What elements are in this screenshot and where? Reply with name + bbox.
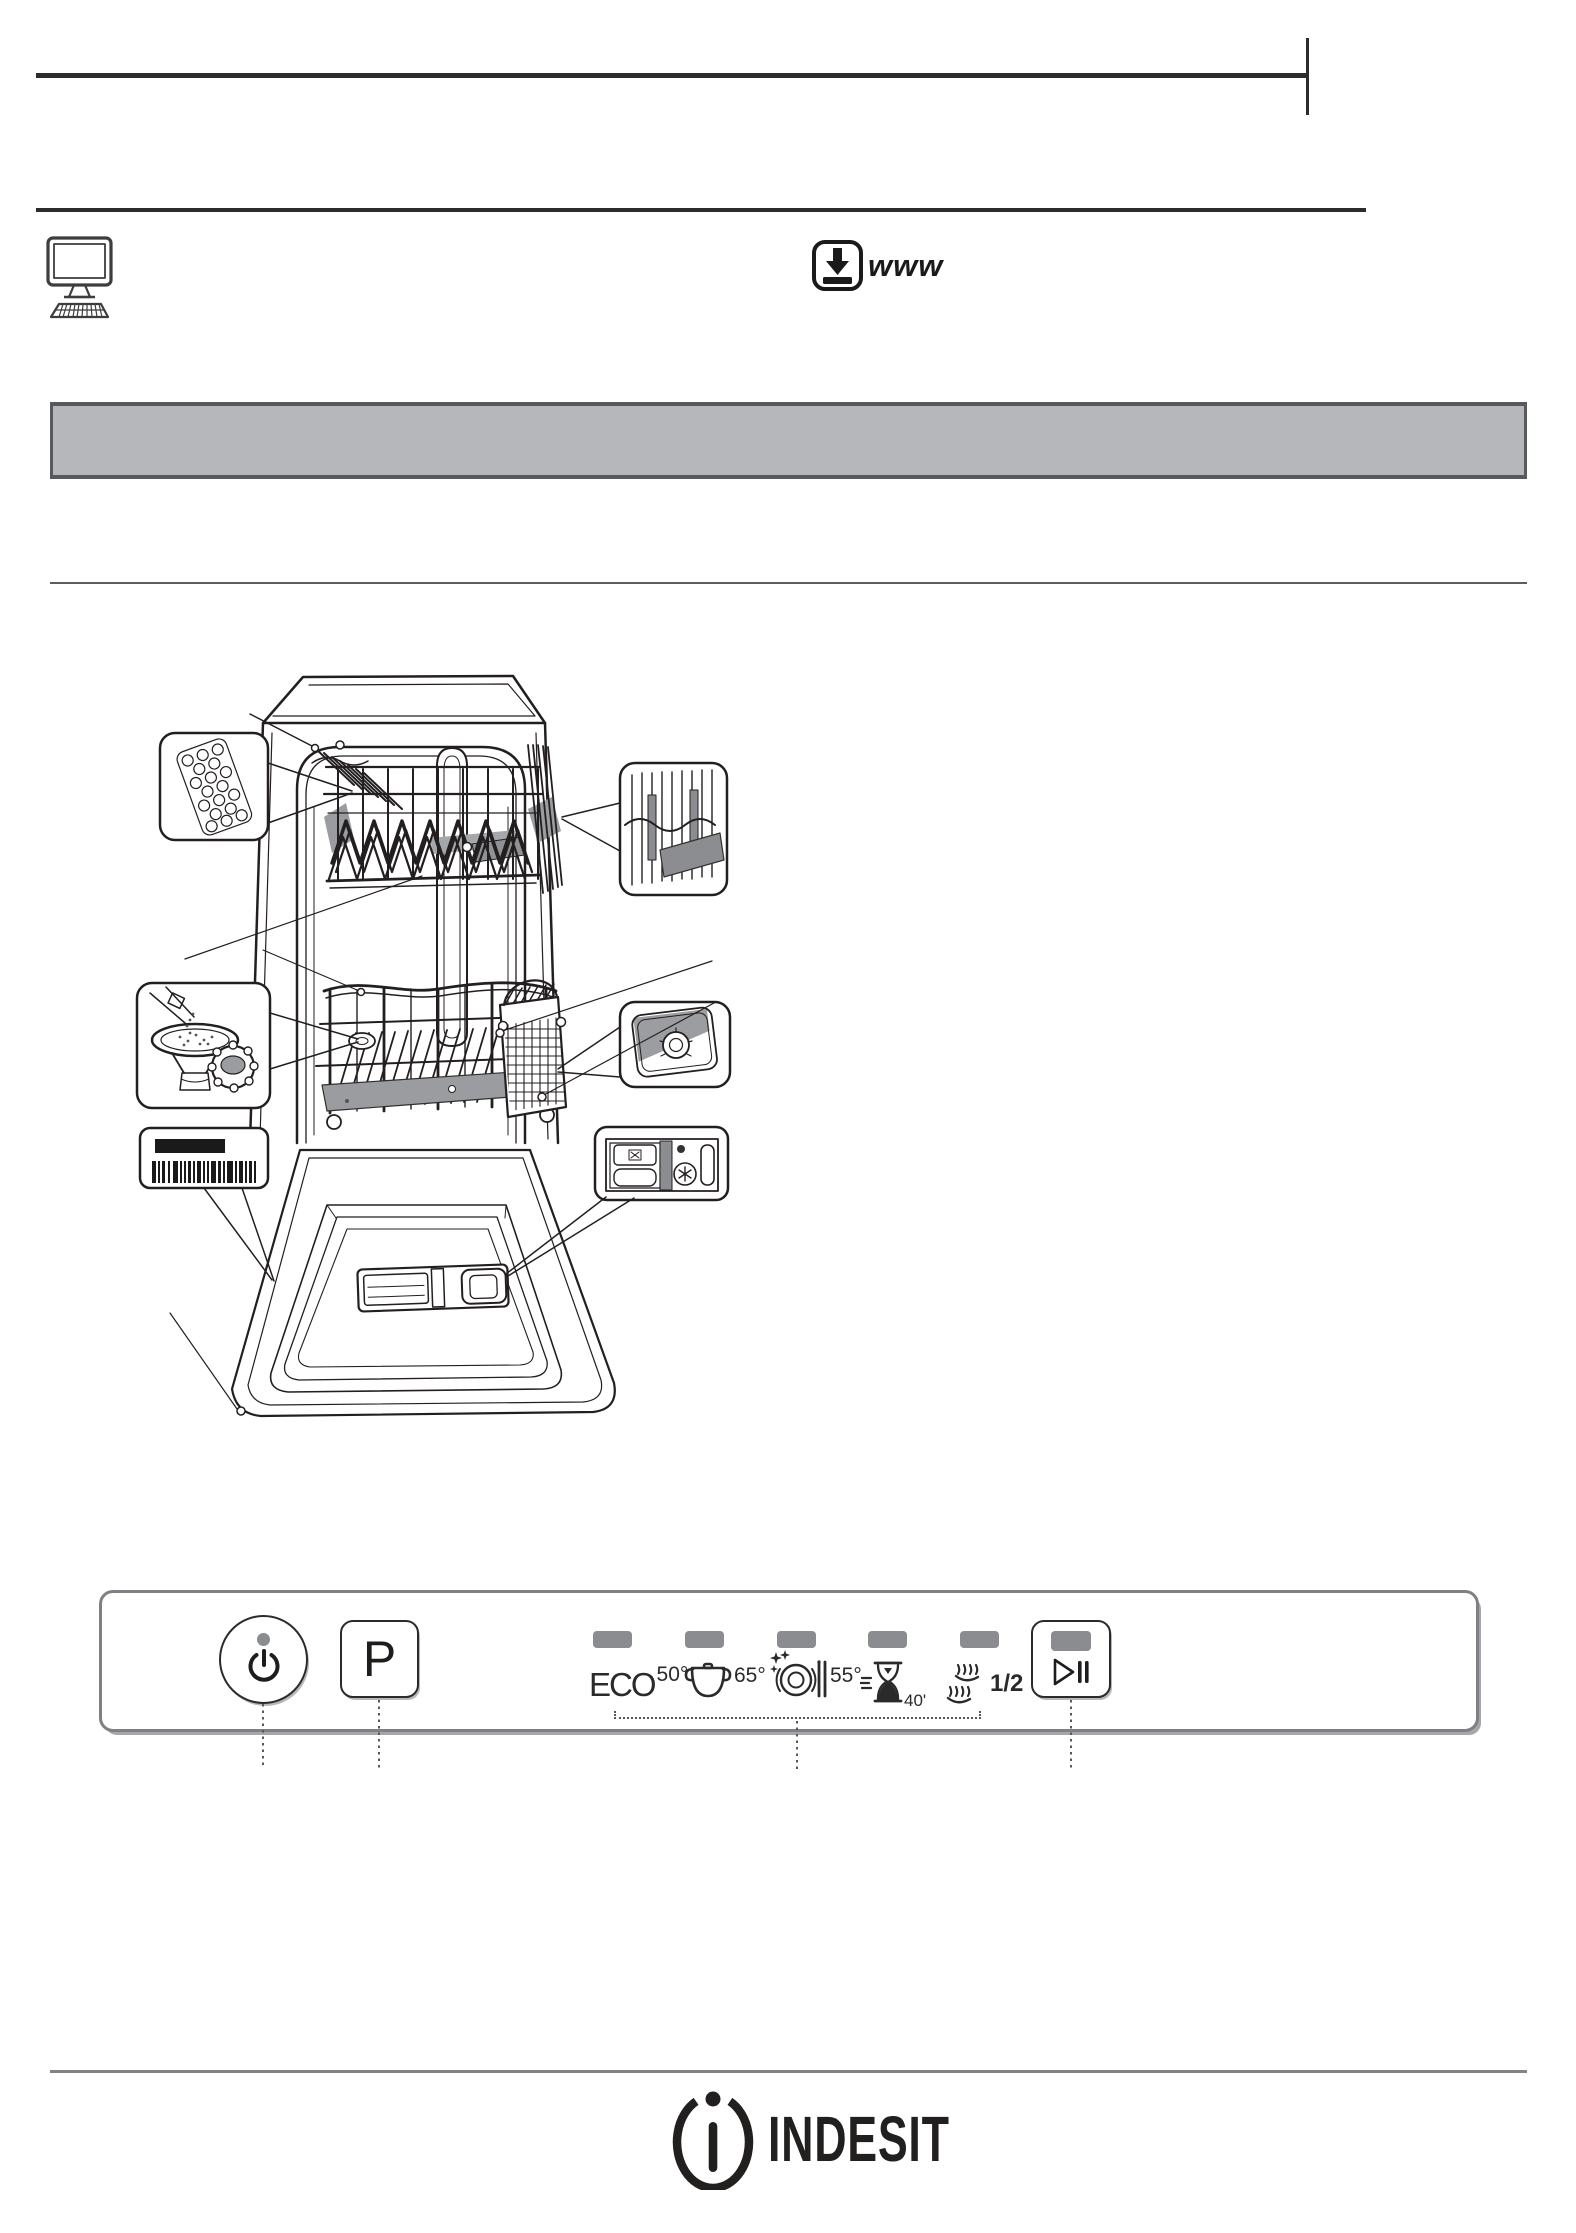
eco-temp-label: 50° bbox=[656, 1663, 689, 1686]
start-pause-led bbox=[1051, 1631, 1091, 1651]
programs-leader-line bbox=[796, 1721, 798, 1769]
second-rule bbox=[36, 208, 1366, 212]
pot-program-icon bbox=[684, 1658, 732, 1702]
program-group-bracket bbox=[614, 1711, 981, 1719]
start-pause-button[interactable] bbox=[1031, 1620, 1111, 1698]
door-detergent-dispenser bbox=[357, 1264, 508, 1311]
power-button[interactable] bbox=[219, 1615, 308, 1704]
wash-dry-temp-label: 55° bbox=[830, 1664, 862, 1687]
program-eco bbox=[589, 1663, 689, 1703]
download-www-label: www bbox=[868, 248, 944, 283]
led-wash-dry bbox=[777, 1631, 816, 1648]
program-half-load bbox=[946, 1660, 1023, 1704]
brand-wordmark: INDESIT bbox=[768, 2103, 950, 2175]
cutlery-basket bbox=[499, 980, 569, 1117]
power-icon bbox=[246, 1649, 282, 1687]
led-express bbox=[868, 1631, 907, 1648]
half-load-icon bbox=[946, 1660, 988, 1704]
top-rule bbox=[36, 73, 1308, 78]
callout-rail-detail bbox=[562, 763, 727, 895]
dishwasher-overview-diagram bbox=[100, 645, 760, 1455]
intensive-temp-label: 65° bbox=[734, 1664, 766, 1687]
program-express bbox=[860, 1656, 927, 1710]
footer-rule bbox=[50, 2070, 1527, 2073]
program-intensive bbox=[684, 1658, 766, 1702]
plate-sparkle-program-icon bbox=[768, 1650, 828, 1702]
half-load-label: 1/2 bbox=[990, 1670, 1024, 1697]
express-time-label: 40' bbox=[904, 1691, 927, 1710]
led-eco bbox=[593, 1631, 632, 1648]
power-leader-line bbox=[262, 1704, 264, 1768]
callout-rating-plate bbox=[140, 1128, 274, 1281]
express-hourglass-icon bbox=[860, 1656, 906, 1706]
program-button-label: P bbox=[362, 1631, 397, 1687]
eco-program-label: ECO bbox=[589, 1666, 655, 1703]
callout-filter bbox=[558, 1002, 730, 1087]
program-leader-line bbox=[378, 1700, 380, 1768]
download-manual-icon bbox=[811, 239, 865, 293]
program-select-button[interactable] bbox=[340, 1620, 419, 1698]
indesit-logo-mark-icon bbox=[672, 2088, 754, 2190]
program-wash-dry bbox=[768, 1650, 862, 1702]
indesit-logo bbox=[672, 2088, 1027, 2190]
power-led bbox=[257, 1633, 270, 1646]
play-pause-icon bbox=[1052, 1657, 1090, 1687]
top-rule-tick bbox=[1306, 38, 1309, 115]
led-half-load bbox=[960, 1631, 999, 1648]
led-intensive bbox=[685, 1631, 724, 1648]
start-leader-line bbox=[1070, 1700, 1072, 1768]
divider-rule bbox=[50, 582, 1527, 584]
computer-monitor-icon bbox=[46, 236, 118, 332]
section-title-banner bbox=[50, 402, 1527, 479]
